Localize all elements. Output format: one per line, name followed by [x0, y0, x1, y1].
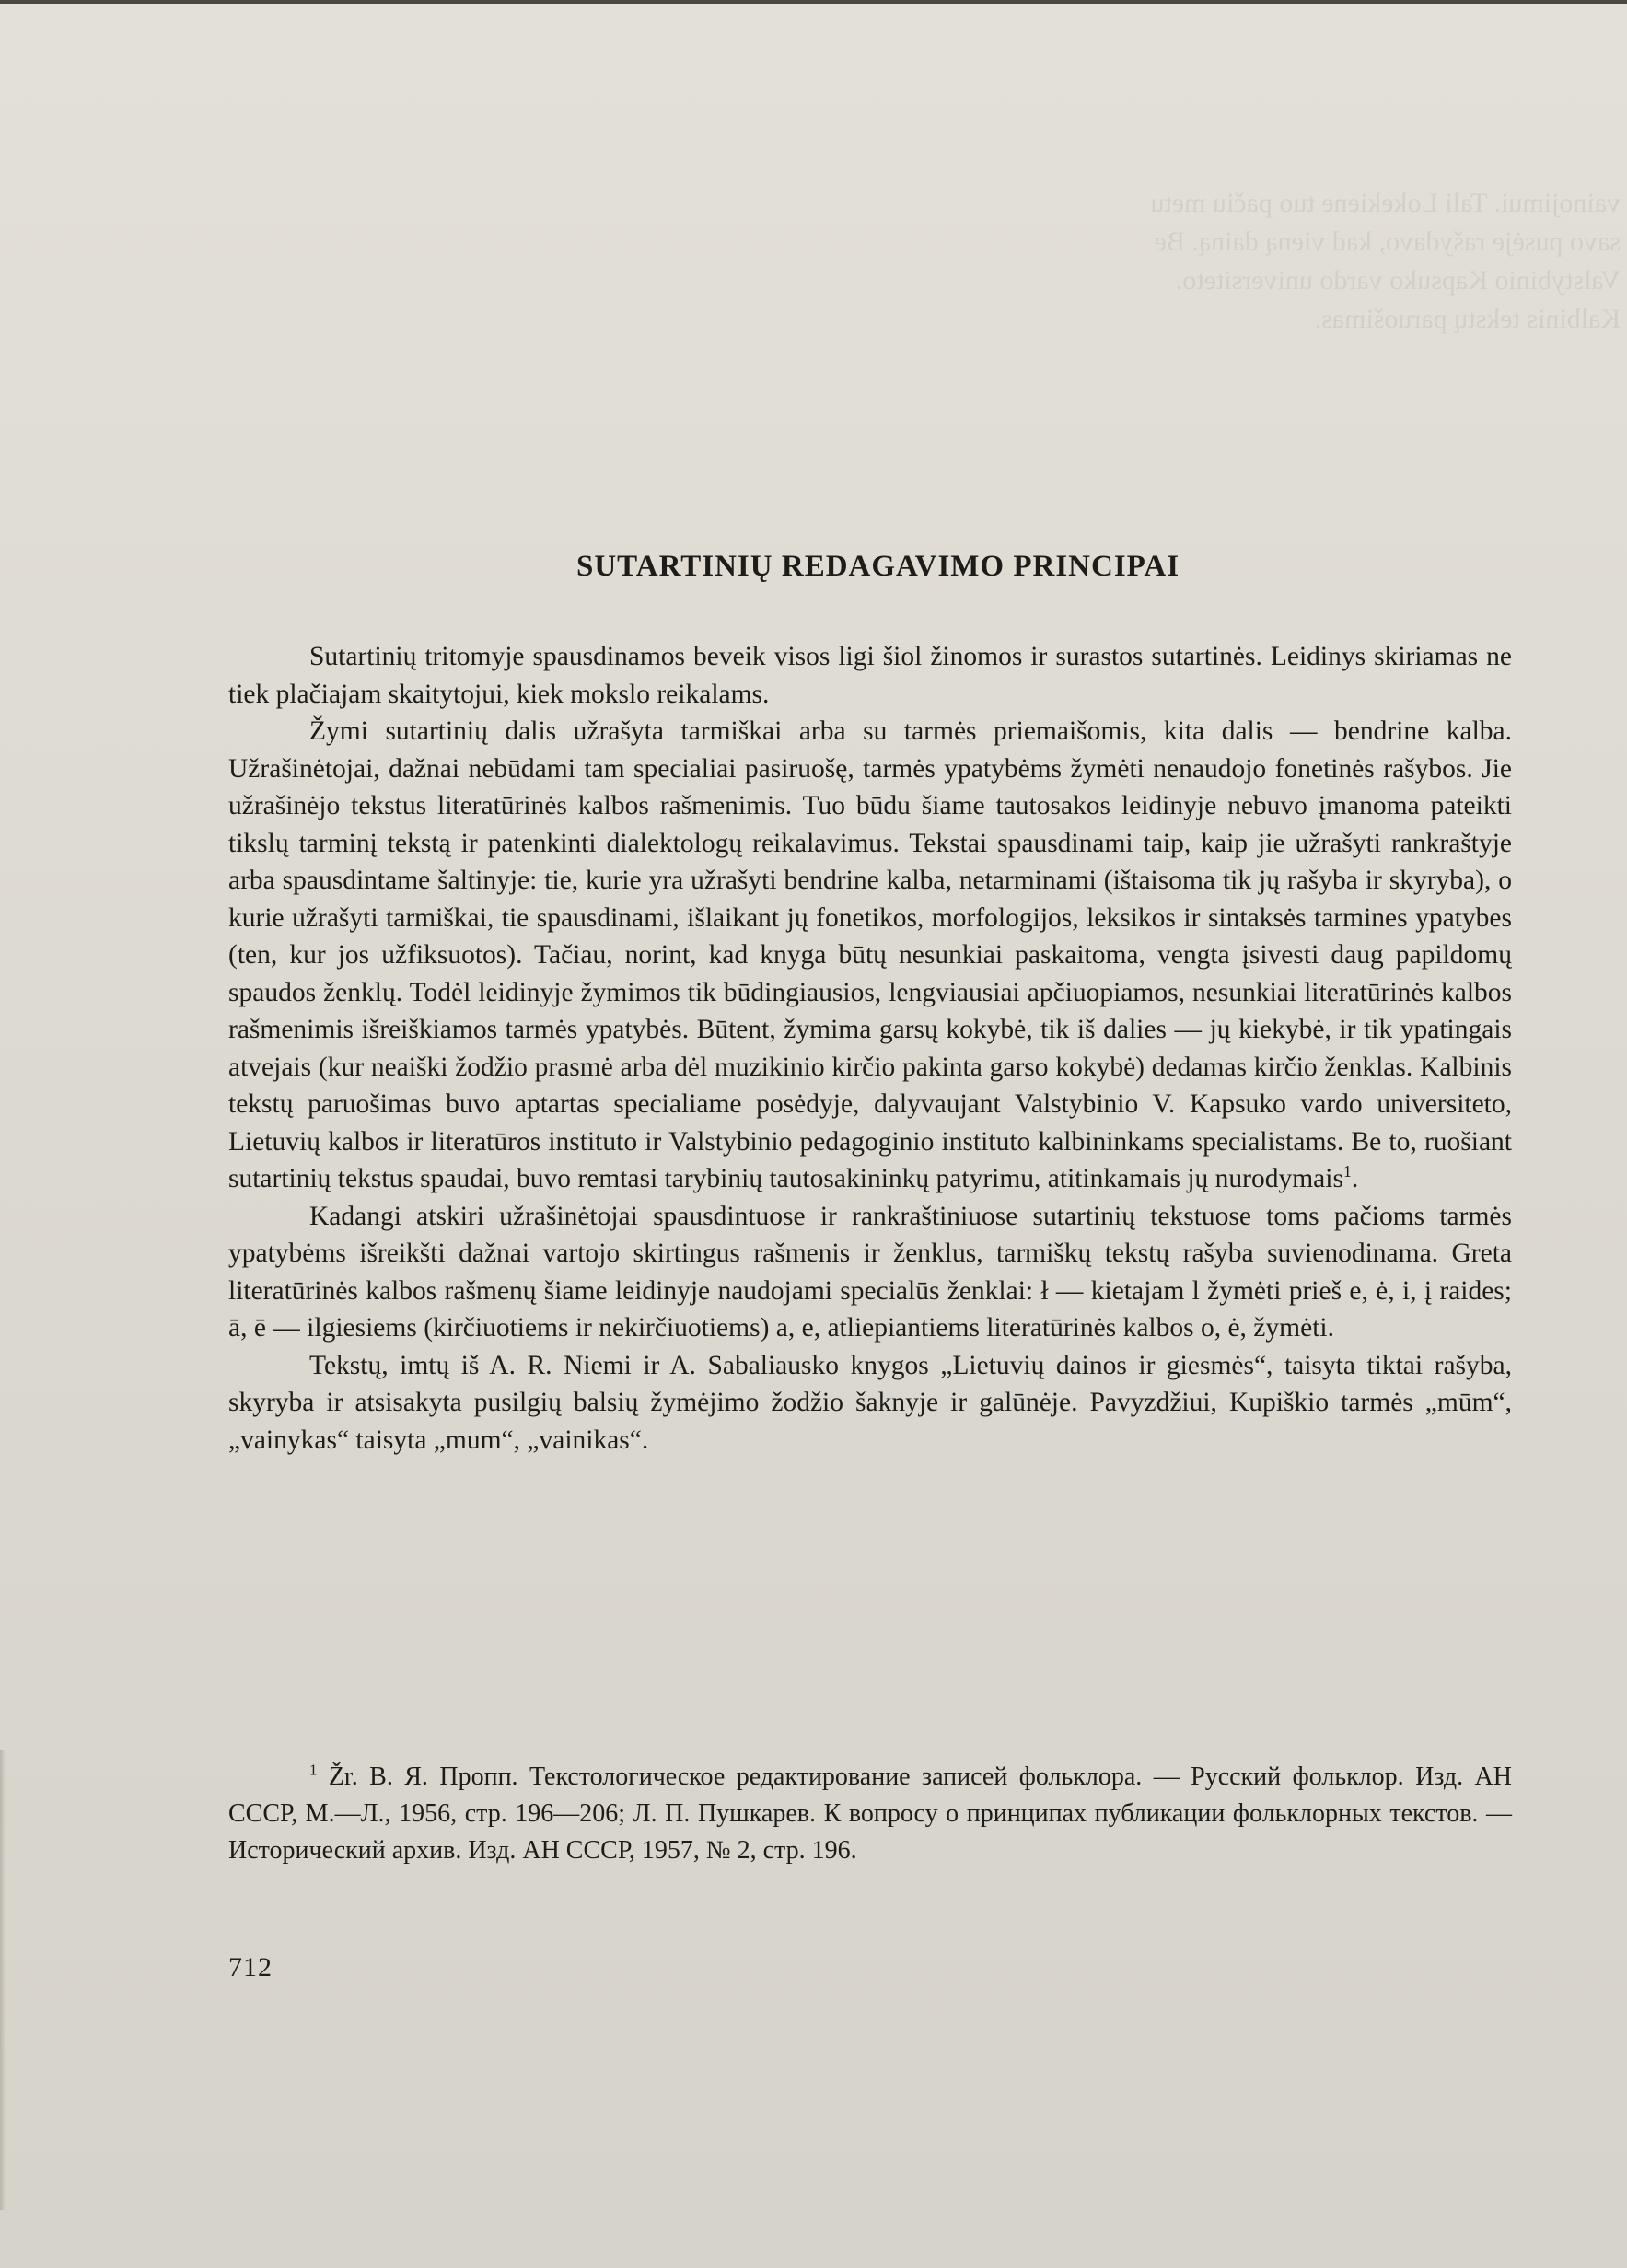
bleed-through-text: vainojimui. Tali Lokekiene tuo pačiu metu savo pusėje rašydavo, kad vieną dainą. Be Valstybinio Kapsuko vardo universiteto. Kalbinis tekstų paruošimas.	[1150, 188, 1621, 334]
scan-top-edge	[0, 0, 1627, 4]
body-text	[228, 638, 1512, 1459]
paragraph: Sutartinių tritomyje spausdinamos beveik visos ligi šiol žinomos ir surastos sutartinės. Leidinys skiriamas ne tiek plačiajam skaitytojui, kiek mokslo reikalams.	[228, 642, 1512, 709]
page-title: SUTARTINIŲ REDAGAVIMO PRINCIPAI	[576, 550, 1180, 583]
footnote-reference: 1	[1342, 1162, 1352, 1181]
paragraph	[228, 713, 1512, 1198]
paragraph-text: Žymi sutartinių dalis užrašyta tarmiškai arba su tarmės priemaišomis, kita dalis — bendrine kalba. Užrašinėtojai, dažnai nebūdami tam specialiai pasiruošę, tarmės ypatybėms žymėti nenaudojo fonetinės rašybos. Jie užrašinėjo tekstus literatūrinės kalbos rašmenimis. Tuo būdu šiame tautosakos leidinyje nebuvo įmanoma pateikti tikslų tarminį tekstą ir patenkinti dialektologų reikalavimus. Tekstai spausdinami taip, kaip jie užrašyti rankraštyje arba spausdintame šaltinyje: tie, kurie yra užrašyti bendrine kalba, netarminami (ištaisoma tik jų rašyba ir skyryba), o kurie užrašyti tarmiškai, tie spausdinami, išlaikant jų fonetikos, morfologijos, leksikos ir sintaksės tarmines ypatybes (ten, kur jos užfiksuotos). Tačiau, norint, kad knyga būtų nesunkiai paskaitoma, vengta įsivesti daug papildomų spaudos ženklų. Todėl leidinyje žymimos tik būdingiausios, lengviausiai apčiuopiamos, nesunkiai literatūrinės kalbos rašmenimis išreiškiamos tarmės ypatybės. Būtent, žymima garsų kokybė, tik iš dalies — jų kiekybė, ir tik ypatingais atvejais (kur neaiški žodžio prasmė arba dėl muzikinio kirčio pakinta garso kokybė) dedamas kirčio ženklas. Kalbinis tekstų paruošimas buvo aptartas specialiame posėdyje, dalyvaujant Valstybinio V. Kapsuko vardo universiteto, Lietuvių kalbos ir literatūros instituto ir Valstybinio pedagoginio instituto kalbininkams specialistams. Be to, ruošiant sutartinių tekstus spaudai, buvo remtasi tarybinių tautosakininkų patyrimu, atitinkamais jų nurodymais	[228, 716, 1512, 1193]
paragraph: Kadangi atskiri užrašinėtojai spausdintuose ir rankraštiniuose sutartinių tekstuose toms pačioms tarmės ypatybėms išreikšti dažnai vartojo skirtingus rašmenis ir ženklus, tarmiškų tekstų rašyba suvienodinama. Greta literatūrinės kalbos rašmenų šiame leidinyje naudojami specialūs ženklai: ł — kietajam l žymėti prieš e, ė, i, į raides; ā, ē — ilgiesiems (kirčiuotiems ir nekirčiuotiems) a, e, atliepiantiems literatūrinės kalbos o, ė, žymėti.	[228, 1201, 1512, 1343]
footnote-reference-suffix: .	[1351, 1164, 1359, 1193]
footnote	[228, 1759, 1512, 1869]
footnote-text: Žr. В. Я. Пропп. Текстологическое редактирование записей фольклора. — Русский фольклор. Изд. АН СССР, М.—Л., 1956, стр. 196—206; Л. П. Пушкарев. К вопросу о принципах публикации фольклорных текстов. — Исторический архив. Изд. АН СССР, 1957, № 2, стр. 196.	[228, 1762, 1512, 1865]
scan-left-shadow	[0, 1750, 6, 2210]
footnote-marker: 1	[309, 1761, 318, 1779]
paragraph: Tekstų, imtų iš A. R. Niemi ir A. Sabaliausko knygos „Lietuvių dainos ir giesmės“, taisyta tiktai rašyba, skyryba ir atsisakyta pusilgių balsių žymėjimo žodžio šaknyje ir galūnėje. Pavyzdžiui, Kupiškio tarmės „mūm“, „vainykas“ taisyta „mum“, „vainikas“.	[228, 1350, 1512, 1455]
footnote-paragraph	[228, 1759, 1512, 1869]
page-number: 712	[228, 1952, 273, 1983]
